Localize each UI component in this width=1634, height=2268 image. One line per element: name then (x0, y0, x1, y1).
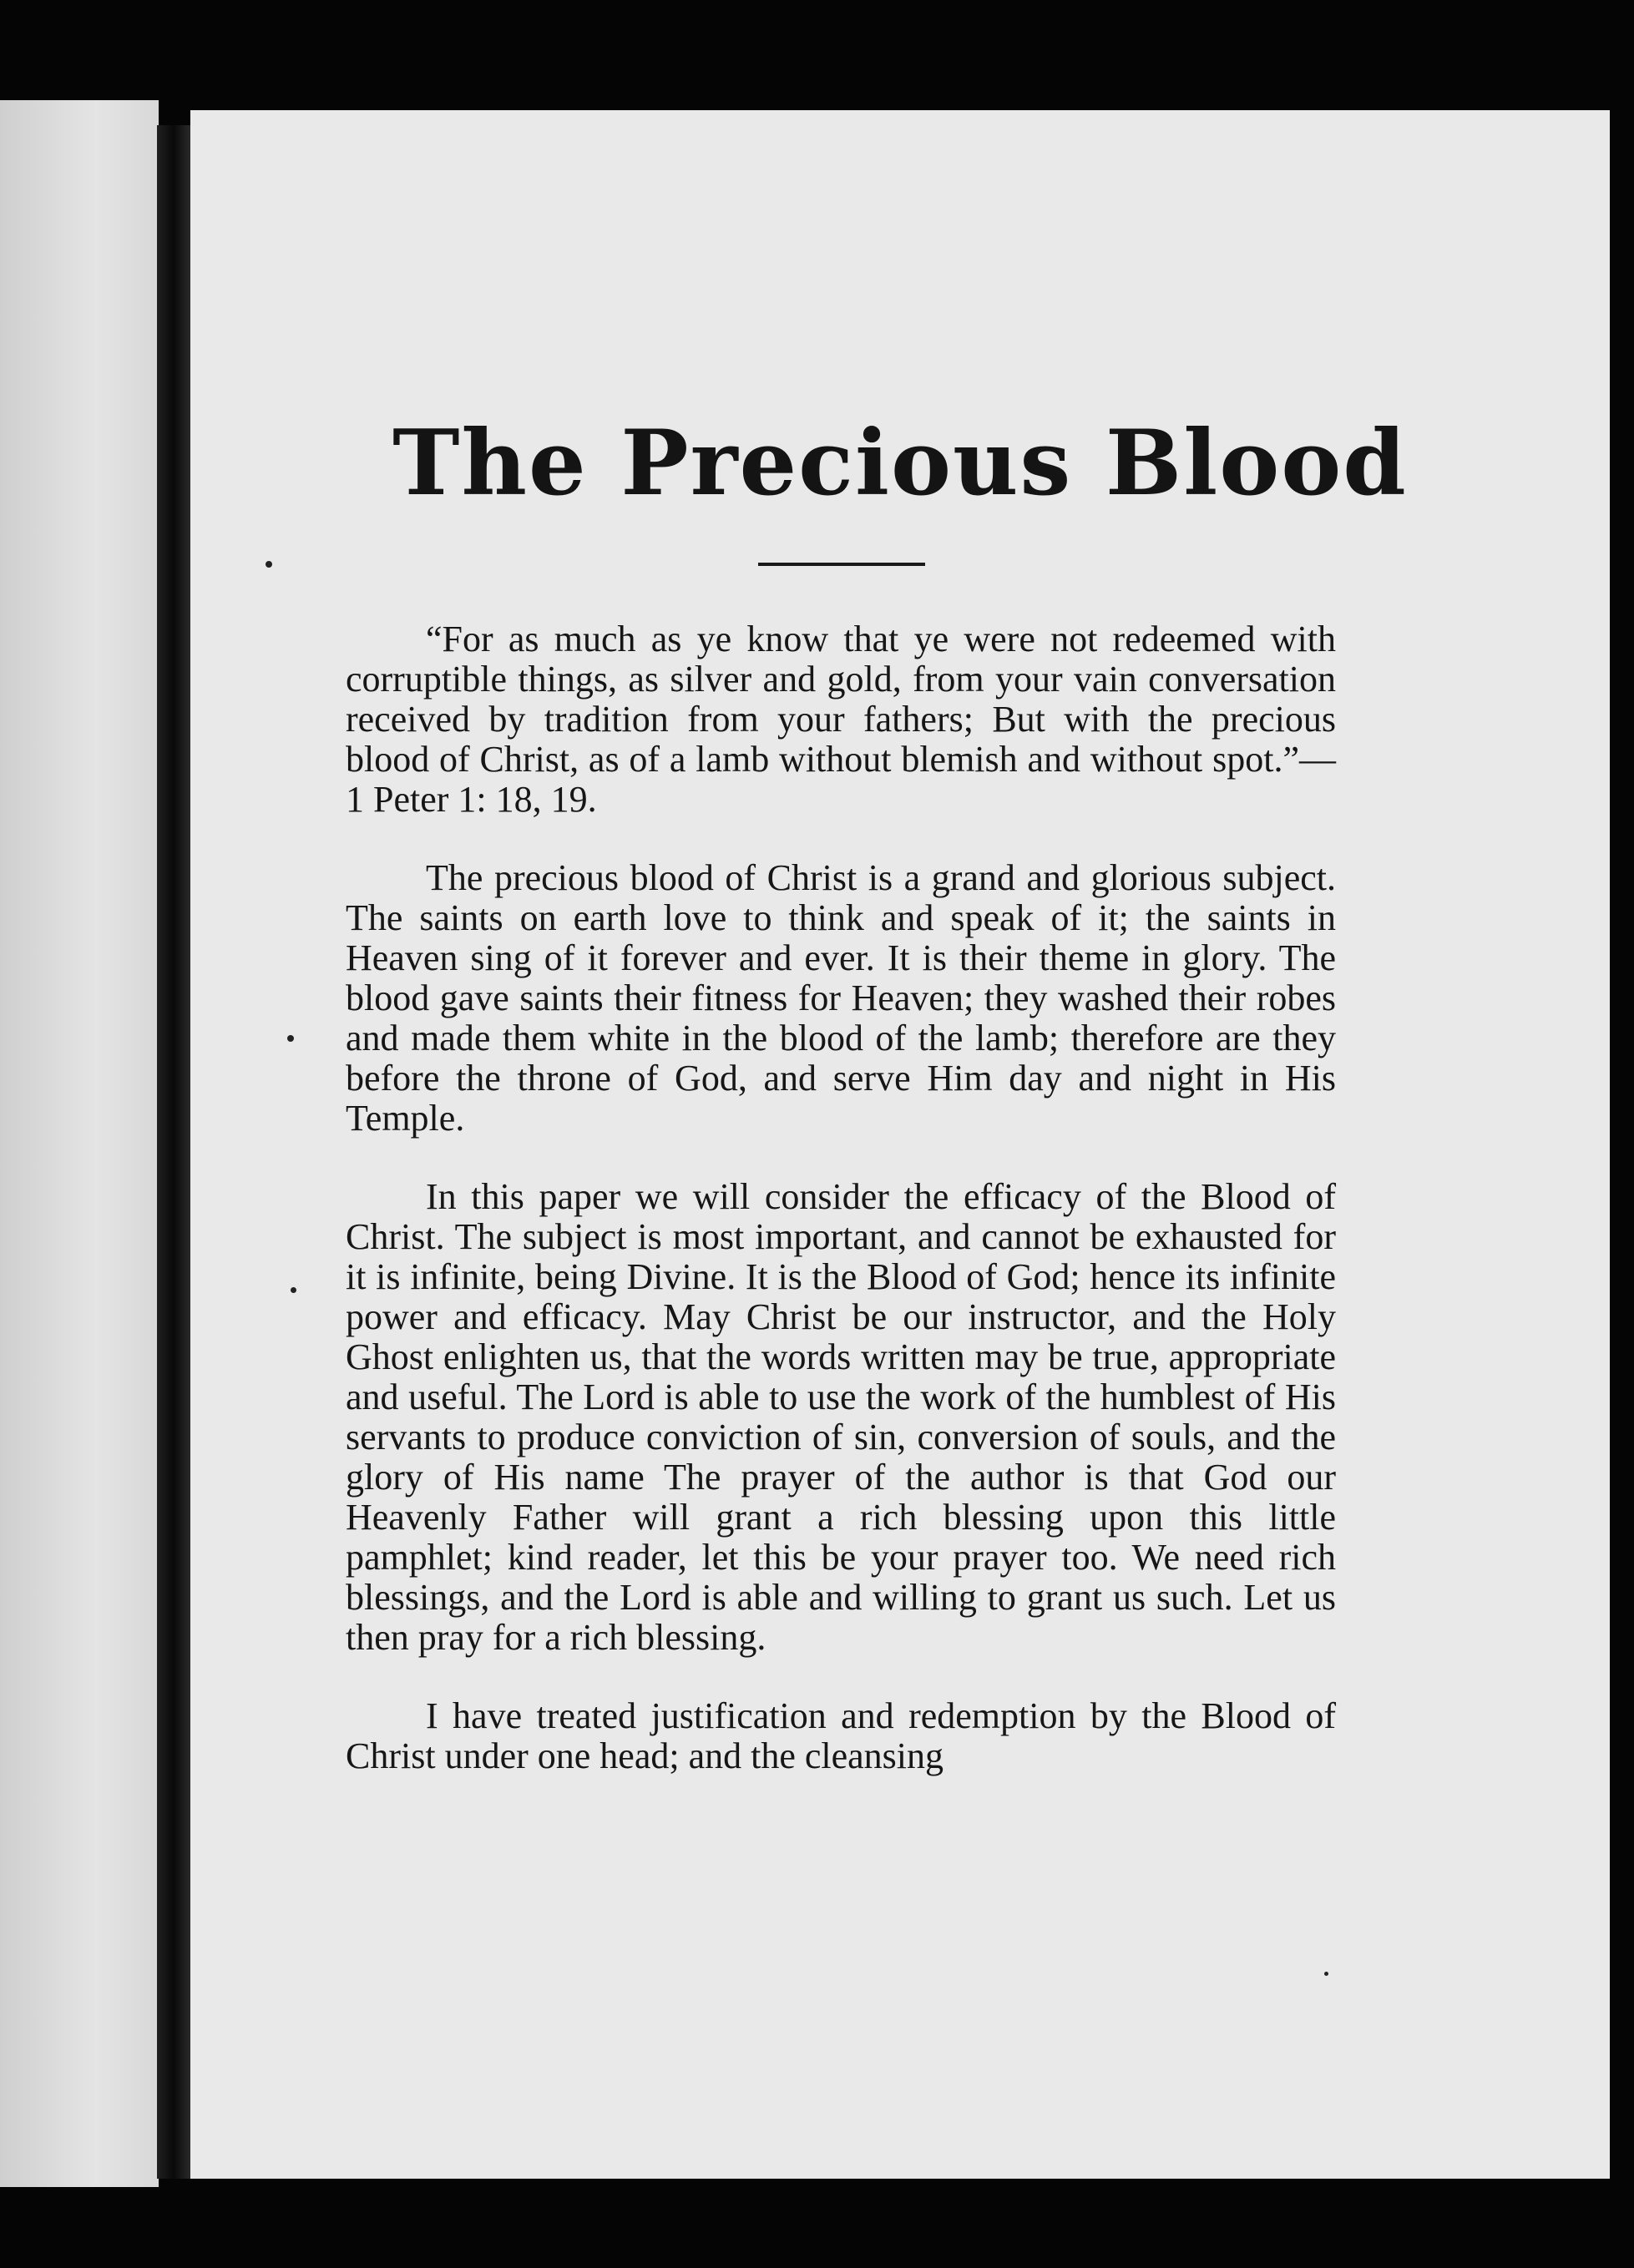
title-divider (758, 563, 925, 566)
document-body (346, 619, 1336, 1776)
adjacent-page-edge (0, 100, 159, 2187)
scripture-epigraph: “For as much as ye know that ye were not redeemed with corruptible things, as silver and gold, from your vain conversation received by tradition from your fathers; But with the precious blood of Christ, as of a lamb without blemish and without spot.”—1 Peter 1: 18, 19. (346, 619, 1336, 820)
body-paragraph-2: In this paper we will consider the efficacy of the Blood of Christ. The subject is most important, and cannot be exhausted for it is infinite, being Divine. It is the Blood of God; hence its infinite power and efficacy. May Christ be our instructor, and the Holy Ghost enlighten us, that the words written may be true, appropriate and useful. The Lord is able to use the work of the humblest of His servants to produce conviction of sin, conversion of souls, and the glory of His name The prayer of the author is that God our Heavenly Father will grant a rich blessing upon this little pamphlet; kind reader, let this be your prayer too. We need rich blessings, and the Lord is able and willing to grant us such. Let us then pray for a rich blessing. (346, 1176, 1336, 1658)
speck-mark (291, 1287, 296, 1293)
speck-mark (266, 561, 272, 568)
document-page (190, 110, 1610, 2179)
speck-mark (1324, 1972, 1328, 1976)
body-paragraph-3: I have treated justification and redemption by the Blood of Christ under one head; and the cleansing (346, 1695, 1336, 1776)
document-title: The Precious Blood (392, 411, 1408, 516)
book-spine (157, 125, 190, 2179)
speck-mark (287, 1035, 294, 1042)
body-paragraph-1: The precious blood of Christ is a grand and glorious subject. The saints on earth love to think and speak of it; the saints in Heaven sing of it forever and ever. It is their theme in glory. The blood gave saints their fitness for Heaven; they washed their robes and made them white in the blood of the lamb; therefore are they before the throne of God, and serve Him day and night in His Temple. (346, 857, 1336, 1139)
